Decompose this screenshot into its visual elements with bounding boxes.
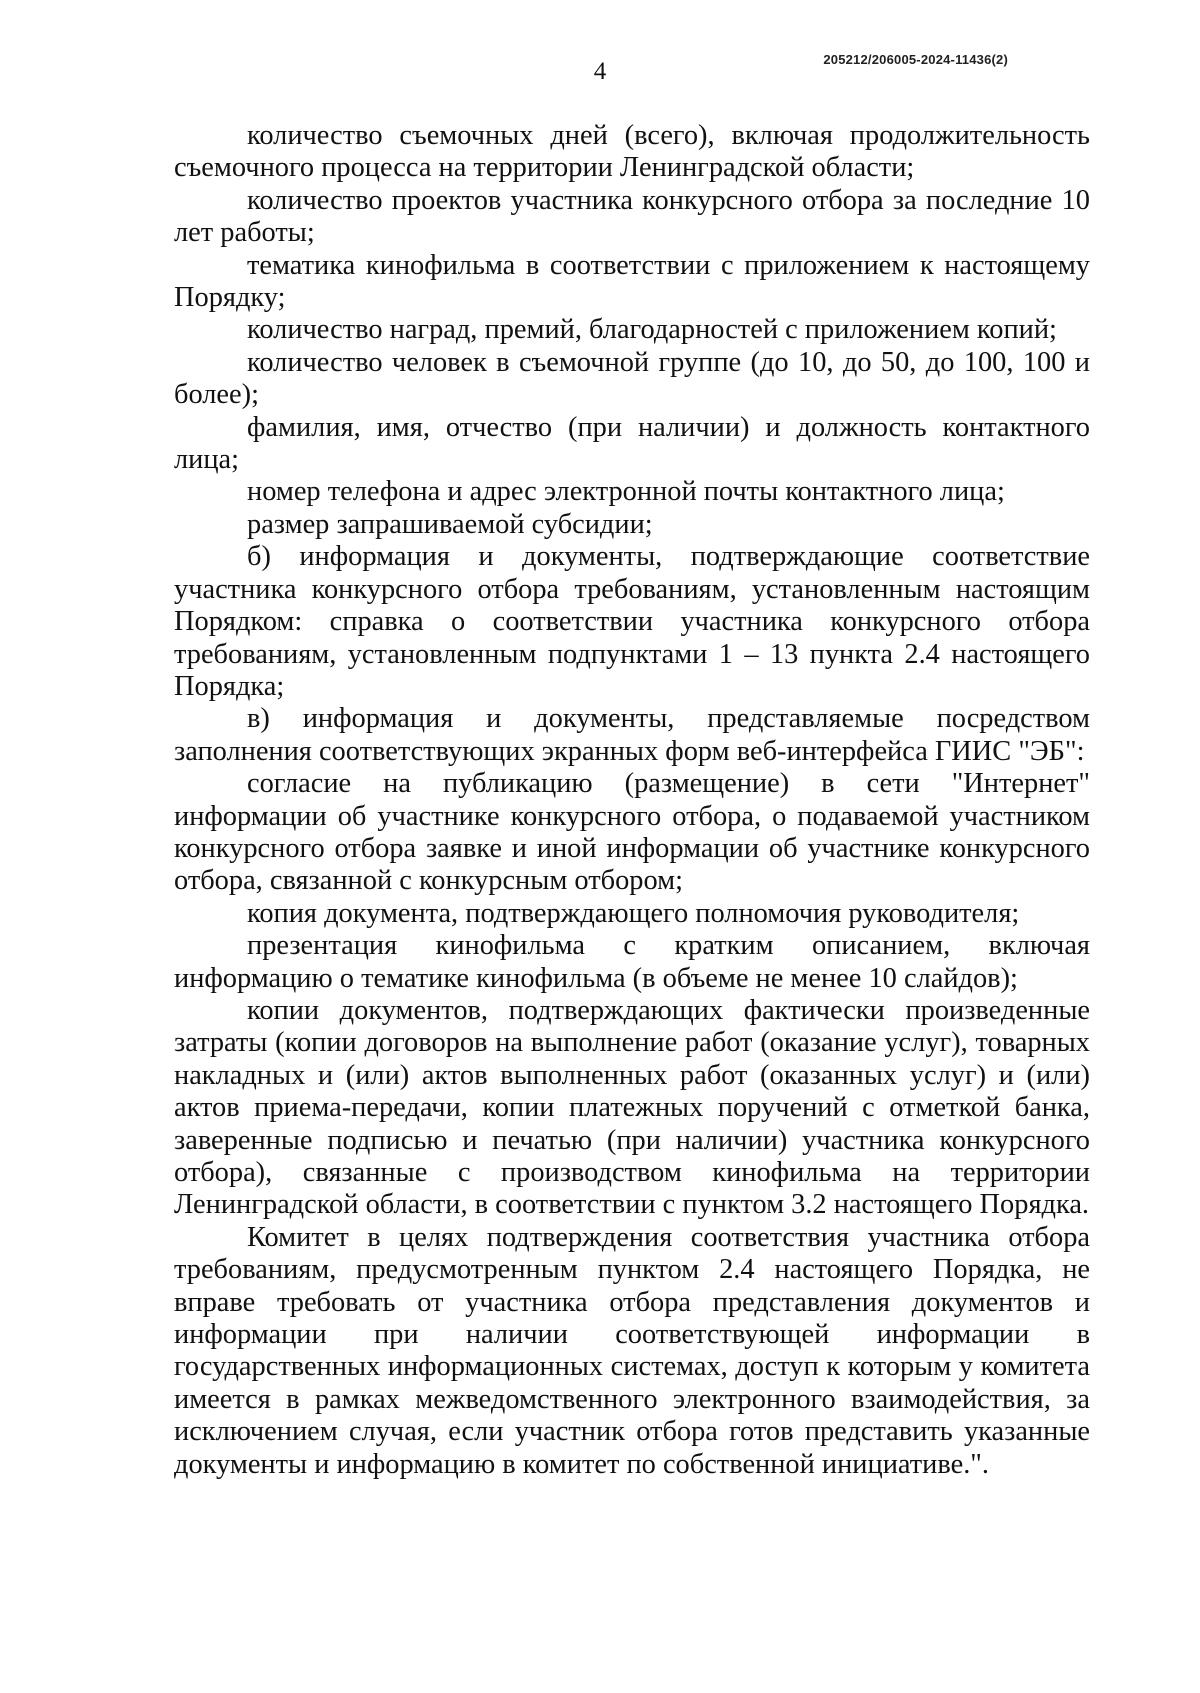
paragraph: копия документа, подтверждающего полномочия руководителя; (247, 897, 1020, 929)
paragraph: количество наград, премий, благодарностей с приложением копий; (247, 314, 1057, 346)
paragraph: количество человек в съемочной группе (до 10, до 50, до 100, 100 и более); (174, 346, 1090, 411)
paragraph: количество проектов участника конкурсного отбора за последние 10 лет работы; (174, 184, 1090, 249)
paragraph: Комитет в целях подтверждения соответствия участника отбора требованиям, предусмотренным пунктом 2.4 настоящего Порядка, не вправе требовать от участника отбора представления документов и информации при наличии соответствующей информации в государственных информационных системах, доступ к которым у комитета имеется в рамках межведомственного электронного взаимодействия, за исключением случая, если участник отбора готов представить указанные документы и информацию в комитет по собственной инициативе.". (174, 1221, 1090, 1480)
document-body (174, 120, 1090, 1481)
paragraph: презентация кинофильма с кратким описанием, включая информацию о тематике кинофильма (в объеме не менее 10 слайдов); (174, 930, 1090, 994)
paragraph: фамилия, имя, отчество (при наличии) и должность контактного лица; (174, 411, 1090, 476)
paragraph: б) информация и документы, подтверждающие соответствие участника конкурсного отбора требованиям, установленным настоящим Порядком: справка о соответствии участника конкурсного отбора требованиям, установленным подпунктами 1 – 13 пункта 2.4 настоящего Порядка; (174, 541, 1090, 702)
paragraph: номер телефона и адрес электронной почты контактного лица; (247, 476, 1005, 508)
paragraph: копии документов, подтверждающих фактически произведенные затраты (копии договоров на выполнение работ (оказание услуг), товарных накладных и (или) актов выполненных работ (оказанных услуг) и (или) актов приема-передачи, копии платежных поручений с отметкой банка, заверенные подписью и печатью (при наличии) участника конкурсного отбора), связанные с производством кинофильма на территории Ленинградской области, в соответствии с пунктом 3.2 настоящего Порядка. (174, 994, 1090, 1221)
page-number: 4 (593, 58, 607, 85)
paragraph: размер запрашиваемой субсидии; (247, 508, 653, 540)
paragraph: тематика кинофильма в соответствии с приложением к настоящему Порядку; (174, 249, 1090, 314)
document-id: 205212/206005-2024-11436(2) (823, 52, 1008, 67)
paragraph: количество съемочных дней (всего), включая продолжительность съемочного процесса на территории Ленинградской области; (174, 120, 1090, 184)
paragraph: согласие на публикацию (размещение) в сети "Интернет" информации об участнике конкурсного отбора, о подаваемой участником конкурсного отбора заявке и иной информации об участнике конкурсного отбора, связанной с конкурсным отбором; (174, 768, 1090, 897)
paragraph: в) информация и документы, представляемые посредством заполнения соответствующих экранных форм веб-интерфейса ГИИС "ЭБ": (174, 703, 1090, 767)
